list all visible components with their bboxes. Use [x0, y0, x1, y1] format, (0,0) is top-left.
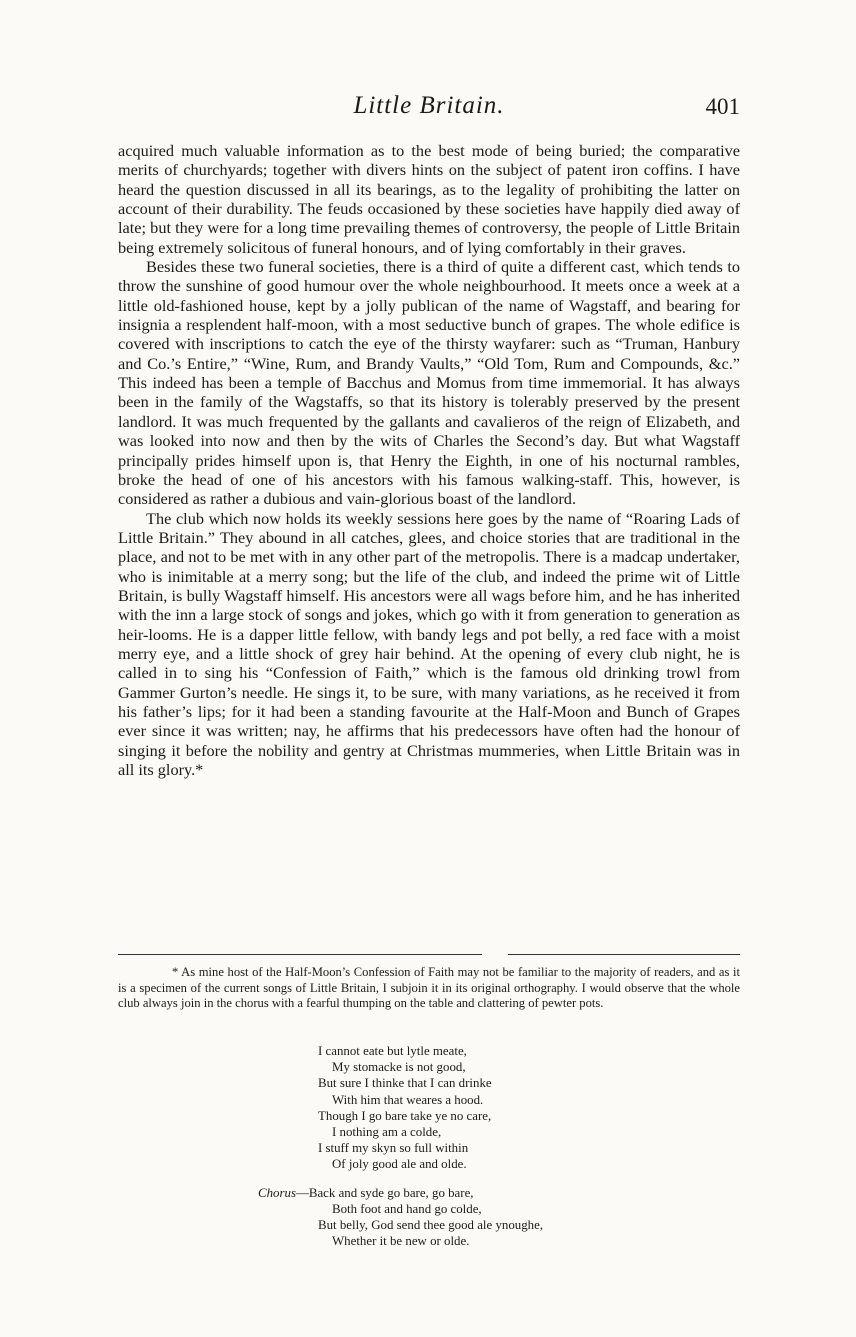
verse-stanza	[318, 1043, 698, 1173]
footnote-text: * As mine host of the Half-Moon’s Confession of Faith may not be familiar to the majority of readers, and as it is a specimen of the current songs of Little Britain, I subjoin it in its original orthography. I would observe that the whole club always join in the chorus with a fearful thumping on the table and clattering of pewter pots.	[118, 965, 740, 1010]
verse-line: Though I go bare take ye no care,	[318, 1108, 492, 1123]
running-title: Little Britain.	[353, 92, 505, 119]
body-text	[118, 141, 740, 779]
verse	[258, 1043, 698, 1249]
verse-line: Whether it be new or olde.	[332, 1234, 470, 1249]
verse-line: With him that weares a hood.	[332, 1092, 484, 1107]
footnote	[118, 965, 740, 1012]
verse-line: I nothing am a colde,	[332, 1125, 442, 1140]
verse-line: Of joly good ale and olde.	[332, 1157, 467, 1172]
verse-line: Both foot and hand go colde,	[332, 1201, 482, 1216]
running-head	[118, 92, 740, 126]
page-number: 401	[705, 94, 740, 119]
paragraph: The club which now holds its weekly sessions here goes by the name of “Roaring Lads of Little Britain.” They abound in all catches, glees, and choice stories that are traditional in the place, and not to be met with in any other part of the metropolis. There is a madcap undertaker, who is inimitable at a merry song; but the life of the club, and indeed the prime wit of Little Britain, is bully Wagstaff himself. His ancestors were all wags before him, and he has inherited with the inn a large stock of songs and jokes, which go with it from generation to generation as heir-looms. He is a dapper little fellow, with bandy legs and pot belly, a red face with a moist merry eye, and a little shock of grey hair behind. At the opening of every club night, he is called in to sing his “Confession of Faith,” which is the famous old drinking trowl from Gammer Gurton’s needle. He sings it, to be sure, with many variations, as he received it from his father’s lips; for it had been a standing favourite at the Half-Moon and Bunch of Grapes ever since it was written; nay, he affirms that his predecessors have often had the honour of singing it before the nobility and gentry at Christmas mummeries, when Little Britain was in all its glory.*	[118, 508, 740, 779]
verse-chorus	[258, 1185, 698, 1250]
rule-gap	[482, 950, 508, 958]
verse-line: I cannot eate but lytle meate,	[318, 1044, 467, 1058]
verse-line: I stuff my skyn so full within	[318, 1141, 469, 1156]
verse-line: My stomacke is not good,	[332, 1060, 466, 1075]
chorus-label: Chorus	[258, 1185, 296, 1200]
verse-line: But belly, God send thee good ale ynoughe,	[318, 1218, 544, 1233]
footnote-rule	[118, 954, 740, 955]
paragraph: Besides these two funeral societies, there is a third of quite a different cast, which tends to throw the sunshine of good humour over the whole neighbourhood. It meets once a week at a little old-fashioned house, kept by a jolly publican of the name of Wagstaff, and bearing for insignia a resplendent half-moon, with a most seductive bunch of grapes. The whole edifice is covered with inscriptions to catch the eye of the thirsty wayfarer: such as “Truman, Hanbury and Co.’s Entire,” “Wine, Rum, and Brandy Vaults,” “Old Tom, Rum and Compounds, &c.” This indeed has been a temple of Bacchus and Momus from time immemorial. It has always been in the family of the Wagstaffs, so that its history is tolerably preserved by the present landlord. It was much frequented by the gallants and cavalieros of the reign of Elizabeth, and was looked into now and then by the wits of Charles the Second’s day. But what Wagstaff principally prides himself upon is, that Henry the Eighth, in one of his nocturnal rambles, broke the head of one of his ancestors with his famous walking-staff. This, however, is considered as rather a dubious and vain-glorious boast of the landlord.	[118, 257, 740, 509]
verse-line: —Back and syde go bare, go bare,	[295, 1185, 474, 1200]
paragraph: acquired much valuable information as to the best mode of being buried; the comparative merits of churchyards; together with divers hints on the subject of patent iron coffins. I have heard the question discussed in all its bearings, as to the legality of prohibiting the latter on account of their durability. The feuds occasioned by these societies have happily died away of late; but they were for a long time prevailing themes of controversy, the people of Little Britain being extremely solicitous of funeral honours, and of lying comfortably in their graves.	[118, 141, 740, 257]
verse-line: But sure I thinke that I can drinke	[318, 1076, 492, 1091]
chorus-line-first	[258, 1185, 698, 1201]
